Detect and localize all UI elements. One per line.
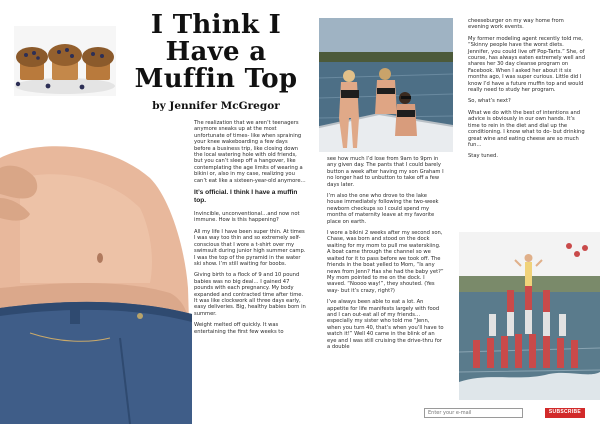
paragraph: Stay tuned. [468, 153, 498, 160]
title-line-3: Muffin Top [134, 64, 298, 94]
email-input[interactable] [424, 408, 523, 418]
belly-photo [0, 118, 192, 424]
water-ski-pyramid-photo [459, 232, 600, 400]
paragraph: I’ve always been able to eat a lot. An appetite for life manifests largely with food and I can out-eat all of my friends…especially my sister who told me “Jenn, when you turn 40, that’s when you’ll have to watch it!” Well 40 came in the blink of an eye and I was still cruising the drive-thru for a double [327, 299, 444, 350]
paragraph: Invincible, unconventional…and now not immune. How is this happening? [194, 211, 300, 224]
column-1 [194, 120, 306, 340]
paragraph: What we do with the best of intentions and advice is obviously in our own hands. It’s time to rein in the diet and dial up the conditioning. I know what to do- but drinking great wine and eating cheese are so much fun… [468, 109, 585, 148]
paragraph: So, what’s next? [468, 98, 511, 105]
subscribe-button[interactable]: SUBSCRIBE [545, 408, 585, 418]
article-title [120, 12, 312, 93]
muffins-photo [14, 26, 116, 96]
paragraph: Weight melted off quickly. It was entertaining the first few weeks to [194, 322, 284, 335]
paragraph: My former modeling agent recently told me, “Skinny people have the worst diets. Jennifer, you could live off Pop-Tarts.” She, of course, has always eaten extremely well and shares her 30 day cleanse program on Facebook. When I asked her about it six months ago, I was super curious. Little did I know I’d have a future muffin top and would really need to study her program. [468, 35, 585, 94]
paragraph: All my life I have been super thin. At times I was way too thin and so extremely self-conscious that I wore a t-shirt over my swimsuit during junior high summer camp. I was the top of the pyramid in the water ski show. I’m still waiting for boobs. [194, 228, 306, 267]
title-line-1: I Think I [150, 10, 282, 40]
byline: by Jennifer McGregor [152, 100, 280, 112]
paragraph: I’m also the one who drove to the lake house immediately following the two-week newborn checkups so I could spend my months of maternity leave at my favorite place on earth. [327, 193, 439, 225]
paragraph: cheeseburger on my way home from evening work events. [468, 18, 564, 31]
pull-quote: It’s official. I think I have a muffin top. [194, 189, 298, 205]
title-line-2: Have a [165, 37, 267, 67]
paragraph: see how much I’d lose from 9am to 9pm in any given day. The pants that I could barely button a week after having my son Graham I no longer had to unbutton to take off a few days later. [327, 156, 444, 188]
intro-paragraph: The realization that we aren’t teenagers anymore sneaks up at the most unfortunate of times- like when spraining your knee wakeboarding a few days before a business trip, like closing down the local watering hole with old friends, but you can’t sleep off a hangover, like contemplating the age limits of wearing a bikini or, also in my case, realizing you can’t eat like a sixteen-year-old anymore… [194, 120, 306, 184]
column-2 [327, 156, 444, 355]
column-3 [468, 18, 586, 165]
lake-boat-photo [319, 18, 453, 152]
paragraph: Giving birth to a flock of 9 and 10 pound babies was no big deal… I gained 47 pounds with each pregnancy. My body expanded and contracted time after time. It was like clockwork all three days early, easy deliveries. Big, healthy babies born in summer. [194, 272, 306, 317]
paragraph: I wore a bikini 2 weeks after my second son, Chase, was born and stood on the dock waiting for my mom to pull me waterskiing. A boat came through the channel so we waited for it to pass before we took off. The friends in the boat yelled to Mom, “Is any news from Jenn? Has she had the baby yet?” My mom pointed to me on the dock. I waved. “Noooo way!”, they shouted. (Yes way- but it’s crazy, right?) [327, 230, 444, 294]
